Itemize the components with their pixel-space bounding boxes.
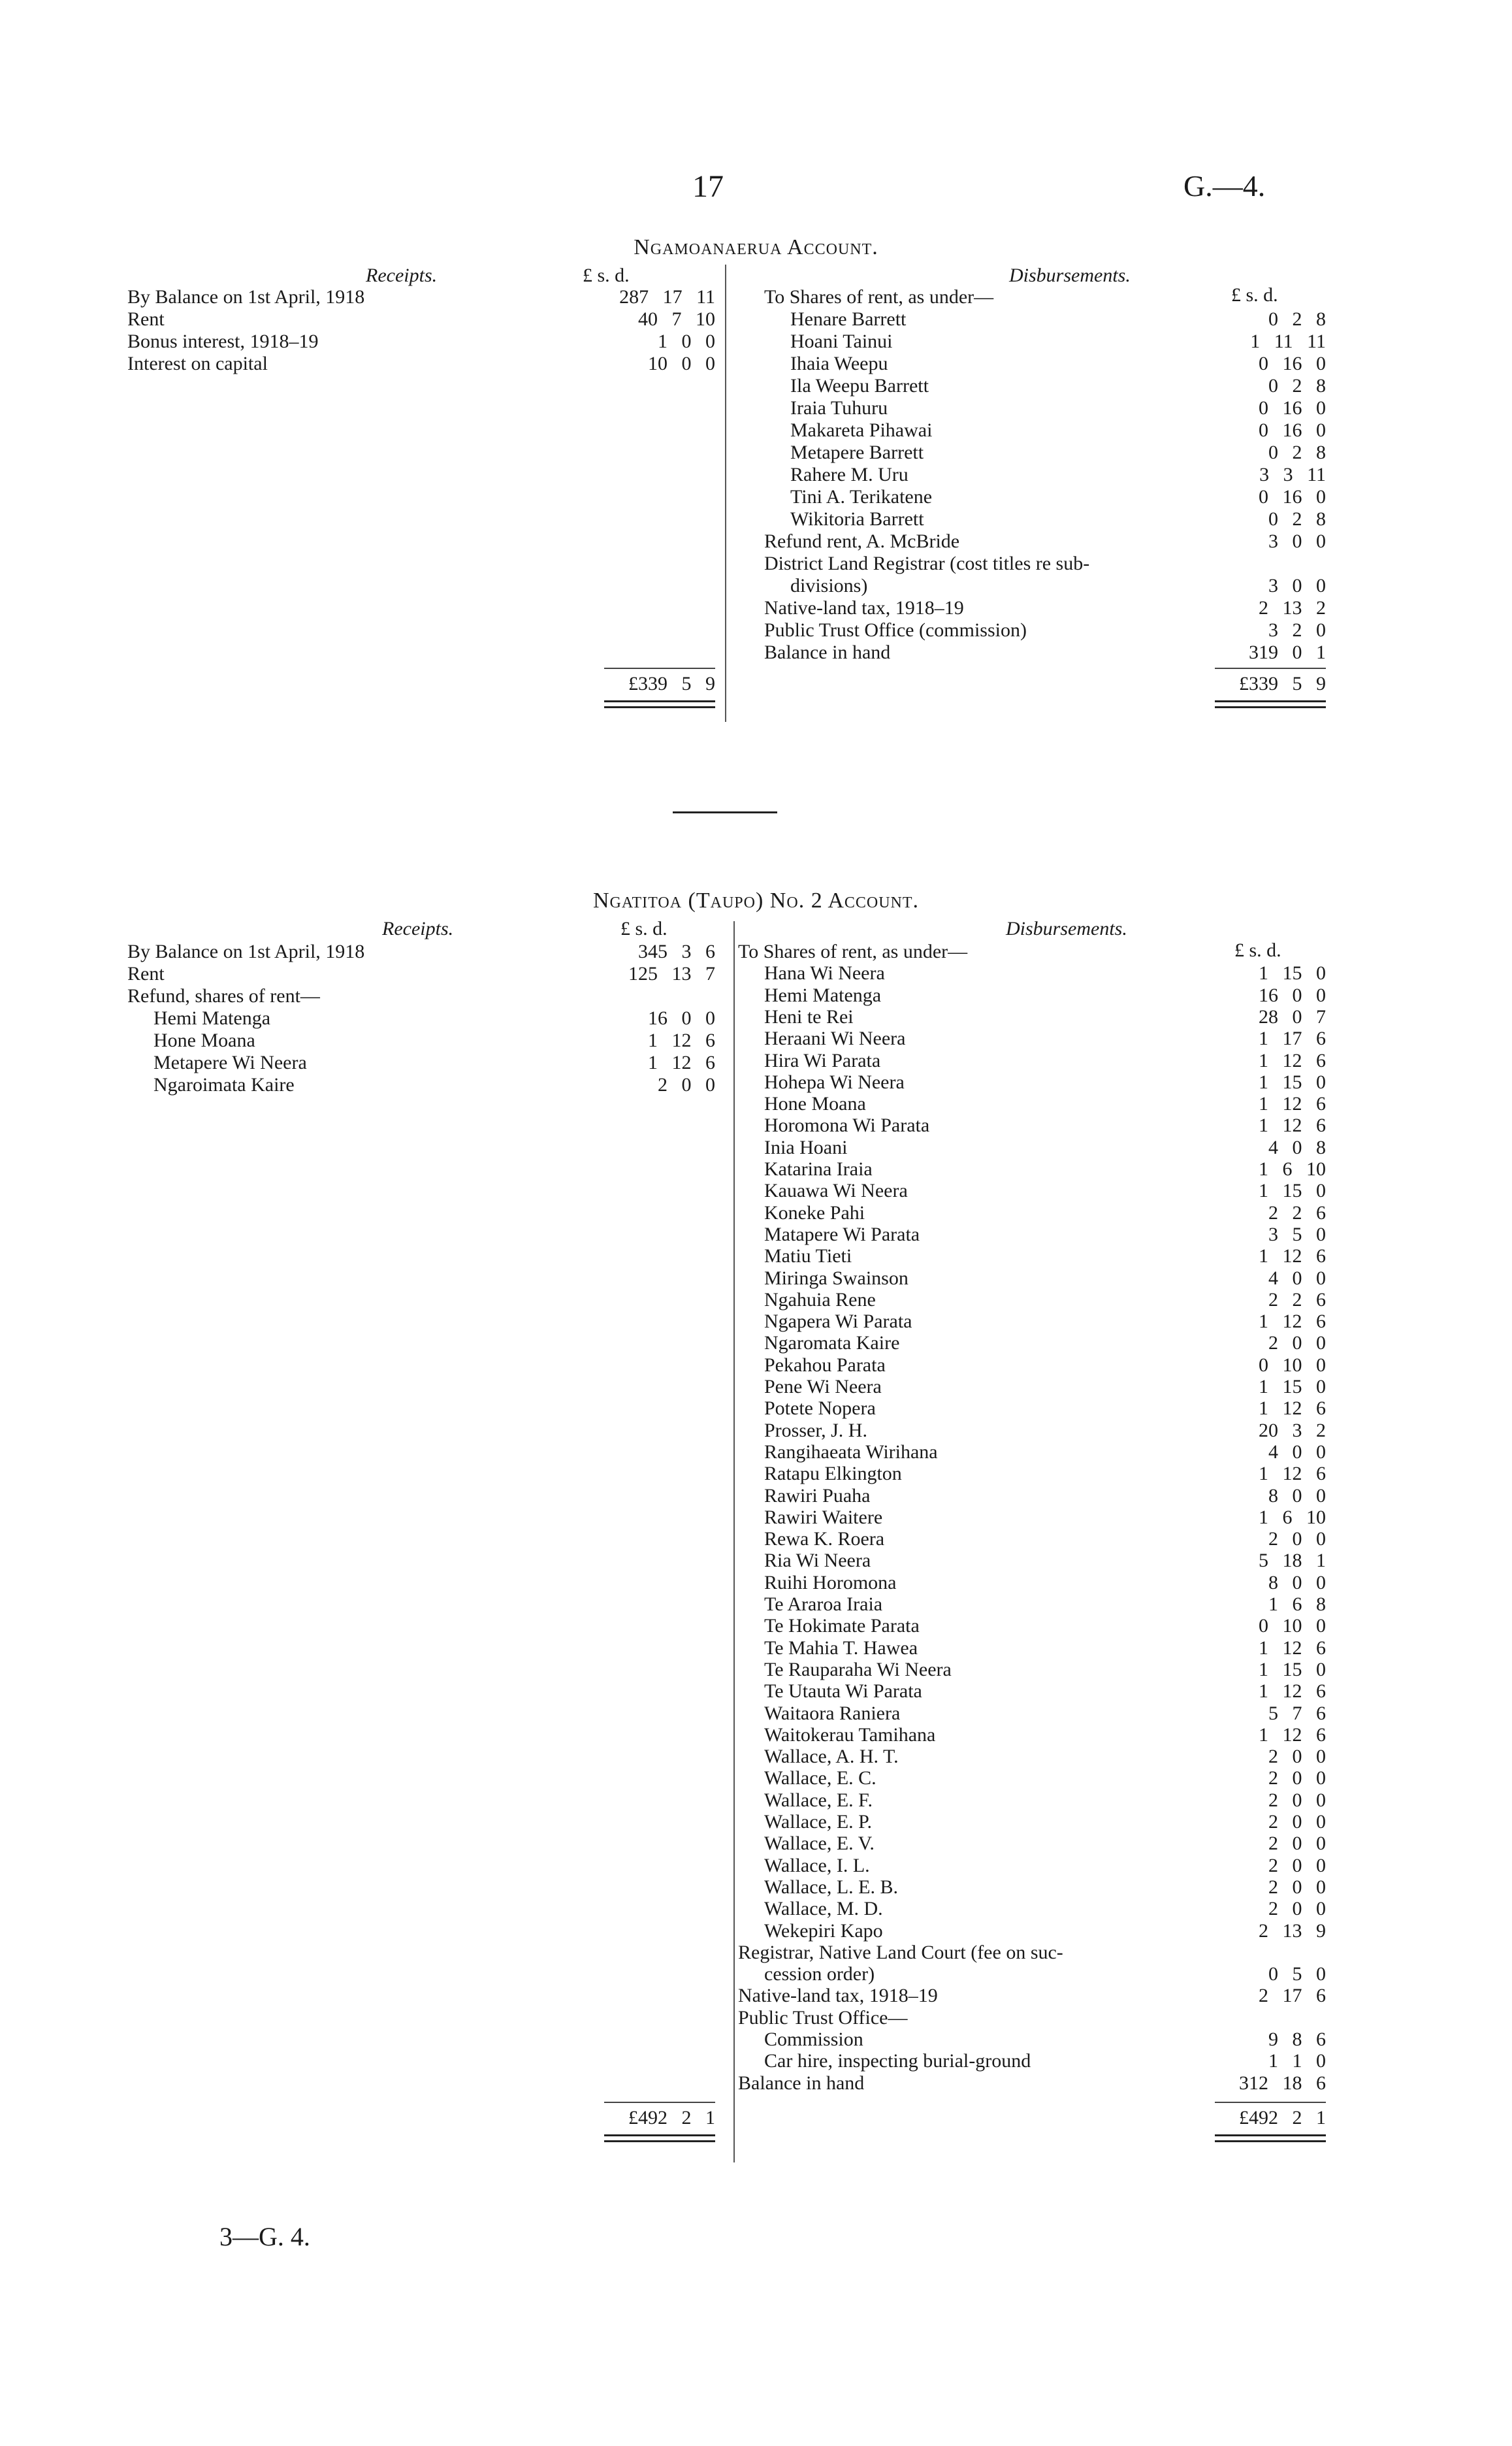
entry-amount: 287 17 11: [619, 286, 715, 308]
entry-label: Refund, shares of rent—: [127, 985, 320, 1007]
entry-amount: 1 12 6: [1259, 1680, 1326, 1703]
entry-label: Ria Wi Neera: [764, 1550, 871, 1572]
entry-label: Te Hokimate Parata: [764, 1615, 920, 1637]
entry-label: Hira Wi Parata: [764, 1049, 881, 1071]
entry-label: Rangihaeata Wirihana: [764, 1441, 938, 1463]
entry-amount: 2 0 0: [1268, 1332, 1326, 1354]
entry-amount: 125 13 7: [628, 963, 715, 985]
entry-label: Ila Weepu Barrett: [790, 375, 929, 397]
entry-amount: 1 12 6: [648, 1052, 715, 1073]
total-amount: £339 5 9: [1239, 673, 1326, 694]
entry-amount: 4 0 8: [1268, 1136, 1326, 1158]
entry-label: Waitaora Raniera: [764, 1702, 901, 1724]
currency-header: £ s. d.: [1231, 284, 1278, 306]
entry-amount: 2 0 0: [1268, 1898, 1326, 1920]
entry-label: Rawiri Puaha: [764, 1484, 871, 1507]
entry-amount: 2 17 6: [1259, 1985, 1326, 2007]
entry-label: Iraia Tuhuru: [790, 397, 888, 419]
entry-label: Public Trust Office (commission): [764, 619, 1027, 641]
account-title-ngatitoa: Ngatitoa (Taupo) No. 2 Account.: [592, 889, 920, 913]
entry-amount: 1 15 0: [1259, 1376, 1326, 1397]
entry-amount: 1 0 0: [658, 331, 715, 352]
entry-amount: 2 13 9: [1259, 1919, 1326, 1942]
entry-label: Wallace, E. V.: [764, 1833, 875, 1855]
entry-label: Heni te Rei: [764, 1005, 854, 1028]
entry-label: Balance in hand: [764, 642, 891, 663]
entry-amount: 345 3 6: [638, 941, 715, 962]
entry-amount: 3 0 0: [1268, 530, 1326, 552]
entry-label: Commission: [764, 2029, 863, 2050]
entry-amount: 2 2 6: [1268, 1288, 1326, 1311]
entry-label: Metapere Wi Neera: [153, 1052, 307, 1073]
entry-label: Matapere Wi Parata: [764, 1223, 920, 1245]
entry-label: Wallace, E. F.: [764, 1789, 873, 1811]
entry-label: Hoani Tainui: [790, 331, 893, 352]
entry-label: Te Rauparaha Wi Neera: [764, 1658, 952, 1680]
entry-amount: 1 15 0: [1259, 1071, 1326, 1093]
entry-label: Metapere Barrett: [790, 442, 924, 463]
receipts-heading: Receipts.: [382, 918, 454, 939]
entry-label: Wekepiri Kapo: [764, 1919, 883, 1942]
entry-amount: 2 0 0: [1268, 1767, 1326, 1789]
entry-label: Wikitoria Barrett: [790, 508, 924, 530]
page-reference: G.—4.: [1183, 169, 1266, 203]
entry-amount: 1 1 0: [1268, 2050, 1326, 2072]
entry-label: Henare Barrett: [790, 308, 907, 330]
entry-label: Horomona Wi Parata: [764, 1115, 930, 1137]
entry-amount: 1 6 8: [1268, 1593, 1326, 1615]
entry-label: Hemi Matenga: [153, 1007, 271, 1029]
entry-amount: 1 15 0: [1259, 1658, 1326, 1680]
entry-label: Ngahuia Rene: [764, 1288, 876, 1311]
entry-amount: 3 5 0: [1268, 1223, 1326, 1245]
total-double-rule: [604, 2134, 715, 2142]
entry-amount: 0 2 8: [1268, 442, 1326, 463]
entry-amount: 1 12 6: [1259, 1637, 1326, 1659]
entry-label: Wallace, L. E. B.: [764, 1876, 899, 1898]
footer-signature: 3—G. 4.: [219, 2222, 310, 2251]
entry-amount: 20 3 2: [1259, 1419, 1326, 1441]
entry-amount: 0 16 0: [1259, 486, 1326, 508]
entry-amount: 2 13 2: [1259, 597, 1326, 619]
entry-amount: 3 3 11: [1259, 464, 1326, 485]
entry-label: Pekahou Parata: [764, 1354, 886, 1376]
entry-amount: 319 0 1: [1249, 642, 1326, 663]
entry-amount: 2 0 0: [1268, 1854, 1326, 1876]
total-amount: £339 5 9: [628, 673, 715, 694]
entry-label: To Shares of rent, as under—: [764, 286, 994, 308]
entry-amount: 1 12 6: [1259, 1049, 1326, 1071]
entry-amount: 2 0 0: [1268, 1833, 1326, 1855]
entry-amount: 0 2 8: [1268, 308, 1326, 330]
entry-amount: 312 18 6: [1239, 2072, 1326, 2094]
entry-amount: 2 0 0: [1268, 1746, 1326, 1768]
entry-label: Refund rent, A. McBride: [764, 530, 960, 552]
entry-amount: 0 2 8: [1268, 375, 1326, 397]
entry-amount: 2 0 0: [1268, 1811, 1326, 1833]
entry-label: Potete Nopera: [764, 1397, 876, 1420]
total-double-rule: [1215, 2134, 1326, 2142]
entry-label: Katarina Iraia: [764, 1158, 873, 1180]
entry-label: Hohepa Wi Neera: [764, 1071, 905, 1093]
entry-label: Wallace, A. H. T.: [764, 1746, 899, 1768]
entry-amount: 1 12 6: [1259, 1311, 1326, 1333]
entry-amount: 2 0 0: [658, 1074, 715, 1096]
entry-label: Balance in hand: [738, 2072, 865, 2094]
entry-label: Miringa Swainson: [764, 1267, 909, 1289]
entry-amount: 1 15 0: [1259, 1180, 1326, 1202]
column-divider: [733, 921, 735, 2162]
entry-amount: 2 0 0: [1268, 1876, 1326, 1898]
entry-amount: 0 2 8: [1268, 508, 1326, 530]
entry-amount: 3 0 0: [1268, 575, 1326, 596]
entry-amount: 5 18 1: [1259, 1550, 1326, 1572]
entry-label: Wallace, E. C.: [764, 1767, 877, 1789]
entry-label: Car hire, inspecting burial-ground: [764, 2050, 1031, 2072]
entry-amount: 16 0 0: [1259, 984, 1326, 1006]
entry-label: Rent: [127, 963, 165, 985]
entry-amount: 0 16 0: [1259, 353, 1326, 374]
account-title-ngamoanaerua: Ngamoanaerua Account.: [634, 235, 878, 259]
entry-label: Ihaia Weepu: [790, 353, 888, 374]
total-double-rule: [604, 700, 715, 708]
currency-header: £ s. d.: [620, 918, 668, 939]
entry-amount: 4 0 0: [1268, 1267, 1326, 1289]
entry-amount: 1 12 6: [1259, 1115, 1326, 1137]
section-rule: [673, 811, 777, 813]
entry-label: District Land Registrar (cost titles re sub-: [764, 553, 1090, 574]
entry-label: Interest on capital: [127, 353, 268, 374]
entry-amount: 1 12 6: [1259, 1397, 1326, 1420]
entry-label: Rent: [127, 308, 165, 330]
disbursements-heading: Disbursements.: [1009, 265, 1131, 286]
entry-amount: 1 6 10: [1259, 1506, 1326, 1528]
total-amount: £492 2 1: [628, 2107, 715, 2128]
entry-label: cession order): [764, 1963, 875, 1985]
total-amount: £492 2 1: [1239, 2107, 1326, 2128]
entry-label: Hana Wi Neera: [764, 962, 885, 985]
entry-label: Bonus interest, 1918–19: [127, 331, 319, 352]
entry-amount: 1 6 10: [1259, 1158, 1326, 1180]
entry-amount: 10 0 0: [648, 353, 715, 374]
entry-label: Hone Moana: [153, 1030, 255, 1051]
entry-amount: 0 5 0: [1268, 1963, 1326, 1985]
entry-amount: 1 11 11: [1250, 331, 1326, 352]
entry-label: Hemi Matenga: [764, 984, 882, 1006]
entry-label: By Balance on 1st April, 1918: [127, 286, 365, 308]
entry-label: Ratapu Elkington: [764, 1463, 902, 1485]
entry-amount: 0 16 0: [1259, 419, 1326, 441]
entry-label: Wallace, I. L.: [764, 1854, 870, 1876]
entry-label: Heraani Wi Neera: [764, 1028, 906, 1050]
entry-amount: 9 8 6: [1268, 2029, 1326, 2050]
entry-label: To Shares of rent, as under—: [738, 941, 968, 962]
entry-amount: 2 0 0: [1268, 1789, 1326, 1811]
entry-amount: 1 12 6: [1259, 1093, 1326, 1115]
entry-label: Hone Moana: [764, 1093, 866, 1115]
receipts-heading: Receipts.: [366, 265, 438, 286]
entry-amount: 1 12 6: [1259, 1463, 1326, 1485]
entry-label: Te Utauta Wi Parata: [764, 1680, 922, 1703]
entry-amount: 0 16 0: [1259, 397, 1326, 419]
entry-amount: 1 17 6: [1259, 1028, 1326, 1050]
entry-amount: 1 15 0: [1259, 962, 1326, 985]
entry-label: Matiu Tieti: [764, 1245, 852, 1267]
entry-label: Public Trust Office—: [738, 2006, 908, 2029]
entry-label: Tini A. Terikatene: [790, 486, 933, 508]
entry-label: Wallace, E. P.: [764, 1811, 873, 1833]
entry-amount: 5 7 6: [1268, 1702, 1326, 1724]
total-rule: [604, 2102, 715, 2103]
entry-label: Rahere M. Uru: [790, 464, 909, 485]
entry-amount: 1 12 6: [648, 1030, 715, 1051]
entry-label: Ruihi Horomona: [764, 1571, 897, 1593]
entry-label: Kauawa Wi Neera: [764, 1180, 908, 1202]
entry-label: By Balance on 1st April, 1918: [127, 941, 365, 962]
entry-amount: 40 7 10: [638, 308, 715, 330]
entry-amount: 0 10 0: [1259, 1615, 1326, 1637]
column-divider: [725, 265, 726, 722]
entry-amount: 28 0 7: [1259, 1005, 1326, 1028]
entry-amount: 1 12 6: [1259, 1723, 1326, 1746]
entry-label: Makareta Pihawai: [790, 419, 933, 441]
entry-amount: 2 2 6: [1268, 1201, 1326, 1224]
total-rule: [1215, 668, 1326, 669]
entry-amount: 0 10 0: [1259, 1354, 1326, 1376]
total-double-rule: [1215, 700, 1326, 708]
entry-label: Rewa K. Roera: [764, 1528, 885, 1550]
entry-amount: 1 12 6: [1259, 1245, 1326, 1267]
entry-label: Pene Wi Neera: [764, 1376, 882, 1397]
entry-label: Koneke Pahi: [764, 1201, 865, 1224]
total-rule: [1215, 2102, 1326, 2103]
entry-label: Native-land tax, 1918–19: [764, 597, 964, 619]
page-number: 17: [692, 169, 724, 204]
entry-label: Inia Hoani: [764, 1136, 848, 1158]
entry-label: Te Mahia T. Hawea: [764, 1637, 918, 1659]
entry-amount: 3 2 0: [1268, 619, 1326, 641]
entry-label: Ngapera Wi Parata: [764, 1311, 912, 1333]
entry-label: Te Araroa Iraia: [764, 1593, 883, 1615]
entry-amount: 8 0 0: [1268, 1484, 1326, 1507]
entry-amount: 16 0 0: [648, 1007, 715, 1029]
entry-amount: 4 0 0: [1268, 1441, 1326, 1463]
entry-label: divisions): [790, 575, 868, 596]
disbursements-heading: Disbursements.: [1006, 918, 1127, 939]
entry-label: Registrar, Native Land Court (fee on suc-: [738, 1941, 1063, 1963]
currency-header: £ s. d.: [1234, 939, 1281, 961]
entry-label: Native-land tax, 1918–19: [738, 1985, 938, 2007]
entry-label: Prosser, J. H.: [764, 1419, 867, 1441]
entry-label: Wallace, M. D.: [764, 1898, 883, 1920]
entry-amount: 8 0 0: [1268, 1571, 1326, 1593]
total-rule: [604, 668, 715, 669]
entry-label: Ngaroimata Kaire: [153, 1074, 295, 1096]
entry-amount: 2 0 0: [1268, 1528, 1326, 1550]
entry-label: Rawiri Waitere: [764, 1506, 883, 1528]
entry-label: Ngaromata Kaire: [764, 1332, 900, 1354]
entry-label: Waitokerau Tamihana: [764, 1723, 936, 1746]
currency-header: £ s. d.: [583, 265, 630, 286]
